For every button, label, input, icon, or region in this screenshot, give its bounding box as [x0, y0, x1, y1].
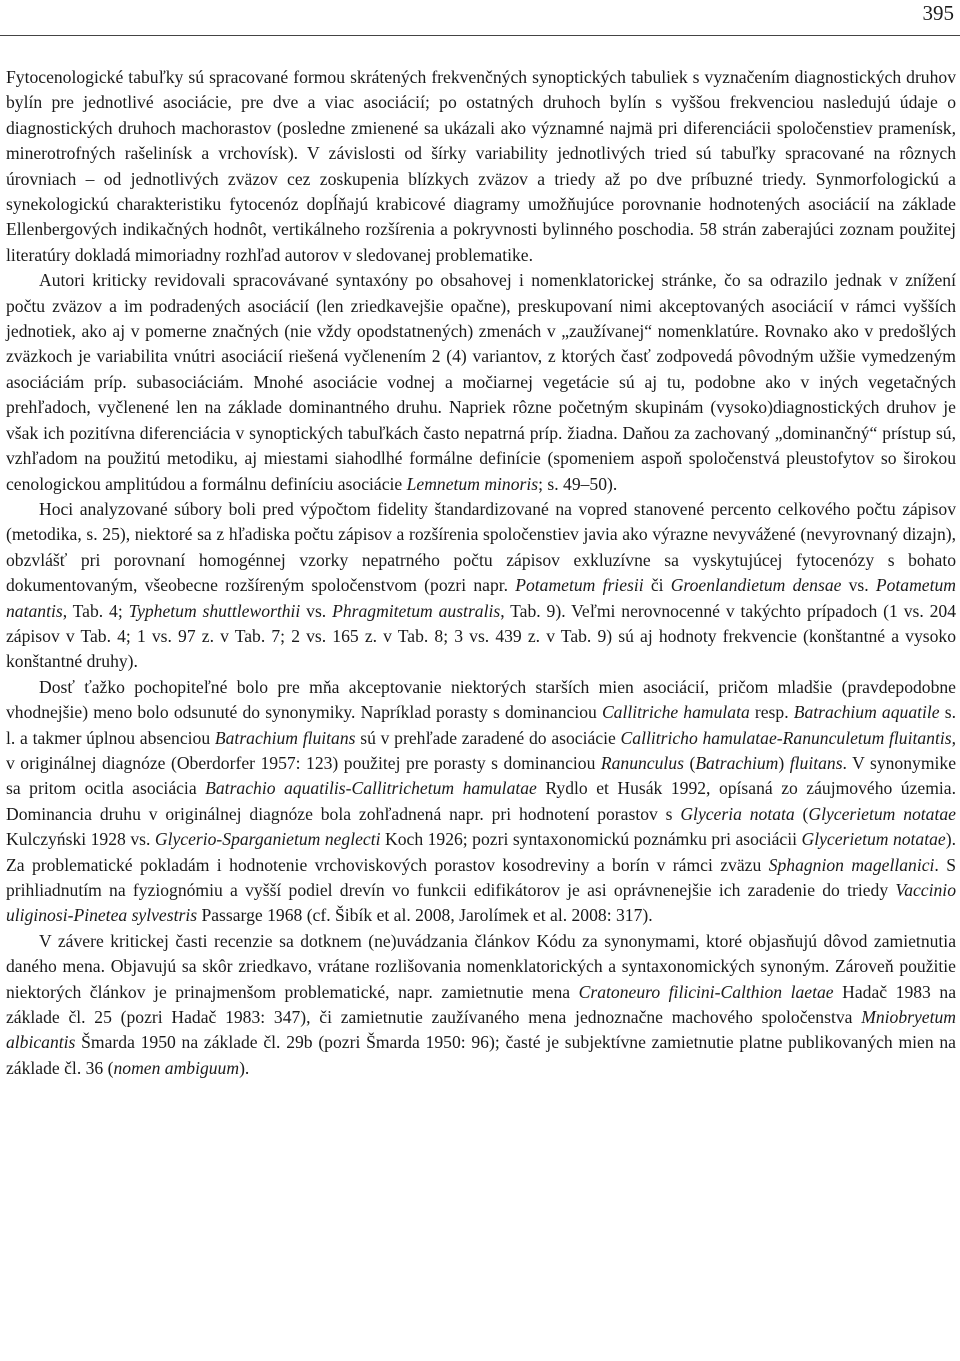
paragraph-5 [6, 929, 956, 1081]
text-run: ). [239, 1057, 250, 1078]
text-run: Šmarda 1950 na základe čl. 29b (pozri Šmarda 1950: 96); časté je subjektívne zamietnutie platne publikovaných mien na základe čl. 36 ( [6, 1032, 956, 1078]
text-run: resp. [749, 702, 794, 723]
text-run: Rydlo et Husák 1992, opísaná zo záujmového územia. Dominancia druhu v originálnej diagnóze bola zohľadnená napr. pri hodnotení porastov s [6, 778, 956, 824]
italic-text: Potametum friesii [515, 575, 644, 596]
text-run: ; s. 49–50). [538, 473, 618, 494]
italic-text: Groenlandietum densae [670, 575, 842, 596]
italic-text: Glycerietum notatae [808, 803, 956, 824]
paragraph-2 [6, 268, 956, 497]
page-number: 395 [922, 1, 954, 25]
paragraph-3 [6, 497, 956, 675]
text-run: ) [778, 752, 790, 773]
body-text [6, 65, 956, 1081]
italic-text: Batrachio aquatilis-Callitrichetum hamulatae [205, 778, 537, 799]
italic-text: Potametum natantis [6, 575, 956, 621]
text-run: s. l. a takmer úplnou absenciou [6, 702, 956, 748]
text-run: . S prihliadnutím na fyziognómiu a vyšší podiel drevín vo funkcii edifikátorov je asi oprávnenejšie ich zaradenie do triedy [6, 854, 956, 900]
paragraph-1 [6, 65, 956, 268]
italic-text: Lemnetum minoris [406, 473, 539, 494]
text-run: , v originálnej diagnóze (Oberdorfer 1957: 123) použitej pre porasty s dominanciou [6, 727, 956, 773]
italic-text: Glycerio-Sparganietum neglecti [154, 829, 381, 850]
text-run: V závere kritickej časti recenzie sa dotknem (ne)uvádzania článkov Kódu za synonymami, ktoré objasňujú dôvod zamietnutia daného mena. Objavujú sa skôr zriedkavo, vrátane rozlišovania nomenklatorických a syntaxonomických synoným. Zároveň použitie niektorých článkov je prinajmenšom problematické, napr. zamietnutie mena [6, 930, 956, 1002]
text-run: Hadač 1983 na základe čl. 25 (pozri Hadač 1983: 347), či zamietnutie zaužívaného mena jednoznačne machového spoločenstva [6, 981, 957, 1028]
italic-text: Mniobryetum albicantis [6, 1007, 956, 1053]
text-run: vs. [300, 600, 333, 621]
text-run: , Tab. 4; [62, 600, 129, 621]
text-run: . V synonymike sa pritom ocitla asociácia [6, 752, 957, 799]
text-run: či [643, 575, 671, 596]
italic-text: Glyceria notata [680, 803, 795, 824]
italic-text: fluitans [789, 752, 843, 773]
italic-text: Ranunculus [600, 752, 684, 773]
text-run: vs. [841, 575, 876, 596]
text-run: Passarge 1968 (cf. Šibík et al. 2008, Jarolímek et al. 2008: 317). [197, 905, 653, 926]
italic-text: Batrachium [695, 752, 779, 773]
text-run: ( [683, 752, 696, 773]
paragraph-4 [6, 675, 956, 929]
italic-text: Callitricho hamulatae-Ranunculetum fluitantis [620, 727, 952, 748]
italic-text: Phragmitetum australis [332, 600, 501, 621]
italic-text: Sphagnion magellanici [768, 854, 935, 875]
italic-text: Batrachium aquatile [793, 702, 940, 723]
italic-text: Typhetum shuttleworthii [128, 600, 301, 621]
header-rule [0, 35, 960, 36]
text-run: Koch 1926; pozri syntaxonomickú poznámku pri asociácii [380, 829, 802, 850]
text-run: ( [794, 803, 809, 824]
italic-text: Batrachium fluitans [214, 727, 356, 748]
text-run: Kulczyński 1928 vs. [6, 829, 155, 850]
italic-text: nomen ambiguum [113, 1057, 240, 1078]
italic-text: Callitriche hamulata [601, 702, 750, 723]
italic-text: Vaccinio uliginosi-Pinetea sylvestris [6, 880, 956, 926]
text-run: Autori kriticky revidovali spracovávané syntaxóny po obsahovej i nomenklatorickej stránke, čo sa odrazilo jednak v znížení počtu zväzov a im podradených asociácií (len zriedkavejšie opačne), preskupovaní nimi akceptovaných asociácií v rámci vyšších jednotiek, ako aj v pomerne značných (nie vždy opodstatnených) zmenách v „zaužívanej“ nomenklatúre. Rovnako ako v predošlých zväzkoch je variabilita vnútri asociácií riešená vyčlenením 2 (4) variantov, z ktorých časť zodpovedá pôvodným užšie vymedzeným asociáciám príp. subasociáciám. Mnohé asociácie vodnej a močiarnej vegetácie sú aj tu, podobne ako v iných vegetačných prehľadoch, vyčlenené len na základe dominantného druhu. Napriek rôzne početným skupinám (vysoko)diagnostických druhov je však ich pozitívna diferenciácia v synoptických tabuľkách často nepatrná príp. žiadna. Daňou za zachovaný „dominančný“ prístup sú, vzhľadom na použitú metodiku, aj miestami siahodlhé formálne definície (spomeniem aspoň spoločenstvá pleustofytov so širokou cenologickou amplitúdou a formálnu definíciu asociácie [6, 270, 956, 494]
text-run: ). Za problematické pokladám i hodnotenie vrchoviskových porastov kosodreviny a borín v rámci zväzu [6, 829, 956, 875]
text-run: sú v prehľade zaradené do asociácie [355, 727, 621, 748]
text-run: Hoci analyzované súbory boli pred výpočtom fidelity štandardizované na vopred stanovené percento celkového počtu zápisov (metodika, s. 25), niektoré sa z hľadiska počtu zápisov a rozšírenia spoločenstiev javia ako výrazne nevyvážené (nevyrovnaný dizajn), obzvlášť pri porovnaní homogénnej vzorky nepatrného počtu zápisov exkluzívne sa vyskytujúcej fytocenózy s bohato dokumentovaným, všeobecne rozšíreným spoločenstvom (pozri napr. [6, 498, 956, 596]
italic-text: Glycerietum notatae [801, 829, 946, 850]
text-run: , Tab. 9). Veľmi nerovnocenné v takýchto prípadoch (1 vs. 204 zápisov v Tab. 4; 1 vs. 97 z. v Tab. 7; 2 vs. 165 z. v Tab. 8; 3 vs. 439 z. v Tab. 9) sú aj hodnoty frekvencie (konštantné a vysoko konštantné druhy). [6, 600, 956, 672]
text-run: Fytocenologické tabuľky sú spracované formou skrátených frekvenčných synoptických tabuliek s vyznačením diagnostických druhov bylín pre jednotlivé asociácie, pre dve a viac asociácií; po ostatných druhoch bylín s vyššou frekvenciou nasledujú údaje o diagnostických druhoch machorastov (posledne zmienené sa ukázali ako významné najmä pri diferenciácii spoločenstiev pramenísk, minerotrofných rašelinísk a vrchovísk). V závislosti od šírky variability jednotlivých tried sú tabuľky spracované na rôznych úrovniach – od jednotlivých zväzov cez zoskupenia blízkych zväzov a triedy až po dve príbuzné triedy. Synmorfologickú a synekologickú charakteristiku fytocenóz dopĺňajú krabicové diagramy umožňujúce porovnanie hodnotených asociácií na základe Ellenbergových indikačných hodnôt, vertikálneho rozšírenia a pokryvnosti bylinného poschodia. 58 strán zaberajúci zoznam použitej literatúry dokladá mimoriadny rozhľad autorov v sledovanej problematike. [6, 67, 956, 265]
italic-text: Cratoneuro filicini-Calthion laetae [578, 981, 834, 1002]
text-run: Dosť ťažko pochopiteľné bolo pre mňa akceptovanie niektorých starších mien asociácií, pričom mladšie (pravdepodobne vhodnejšie) meno bolo odsunuté do synonymiky. Napríklad porasty s dominanciou [6, 676, 956, 723]
